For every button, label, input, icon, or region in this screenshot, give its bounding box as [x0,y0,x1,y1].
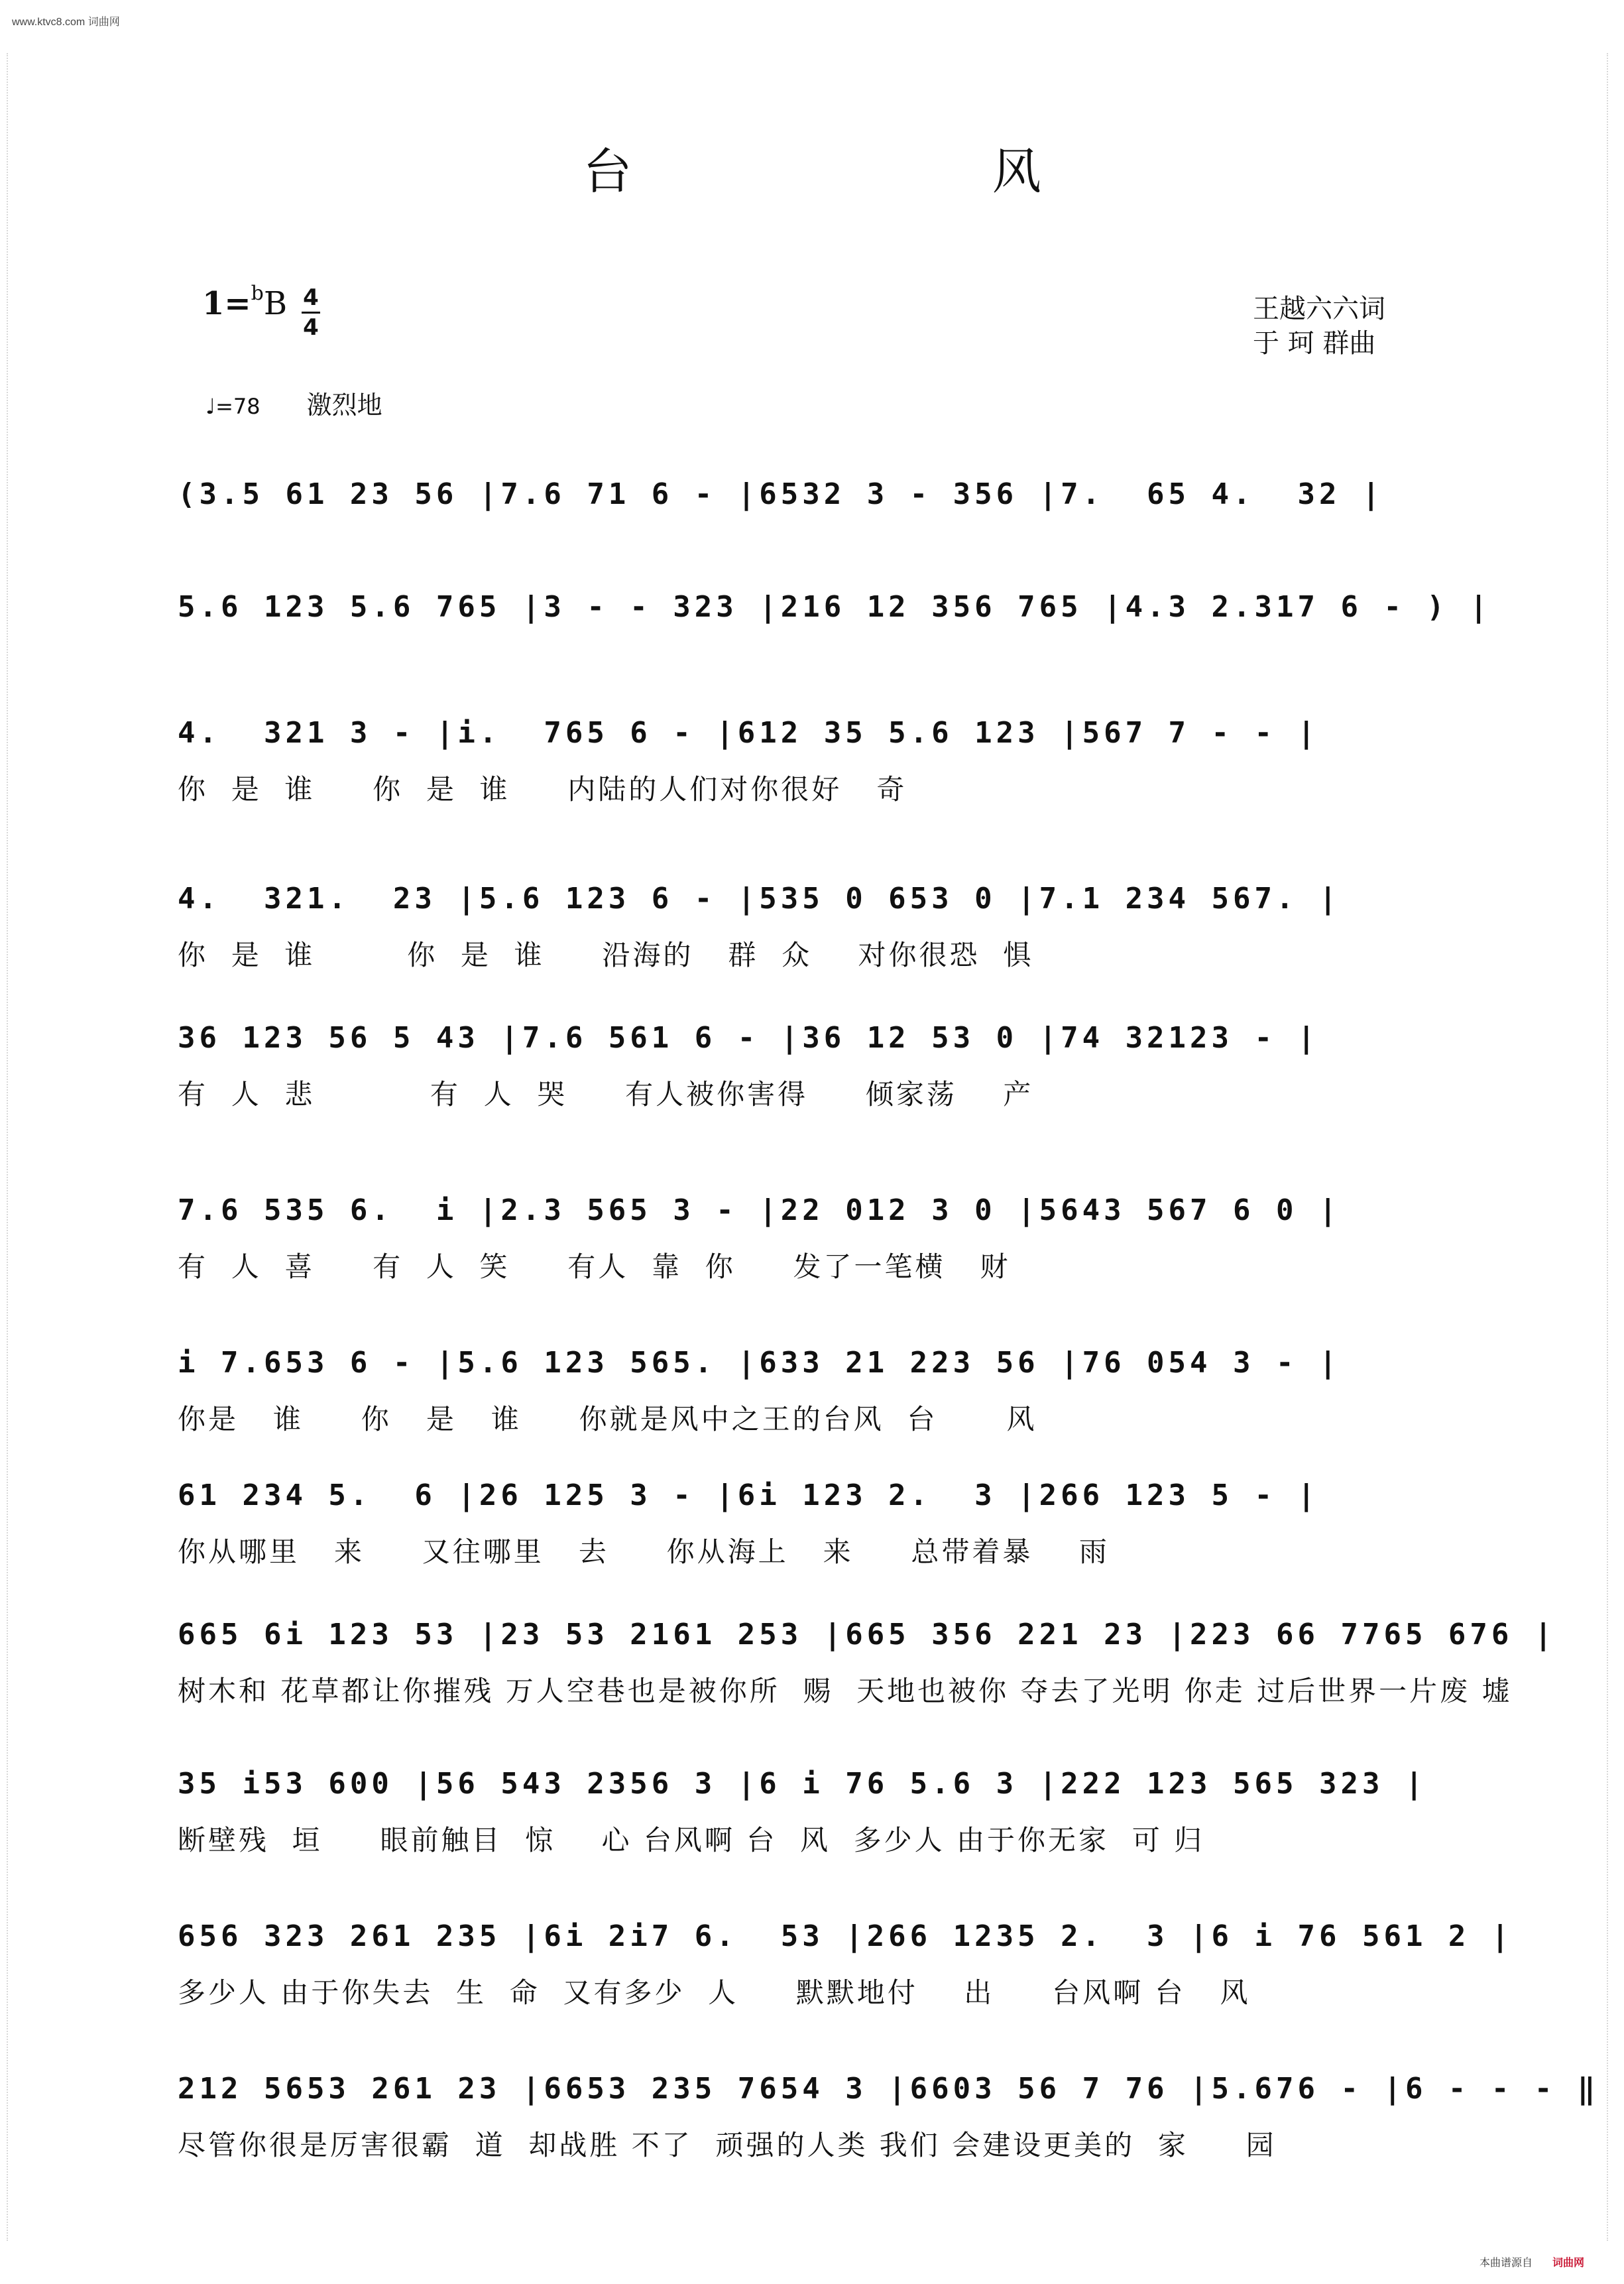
notes-line: 212 5653 261 23 |6653 235 7654 3 |6603 56 7 76 |5.676 - |6 - - - ‖ [178,2072,1599,2106]
lyrics-line: 你 是 谁 你 是 谁 沿海的 群 众 对你很恐 惧 [178,939,1034,971]
lyrics-line: 多少人 由于你失去 生 命 又有多少 人 默默地付 出 台风啊 台 风 [178,1976,1251,2009]
key-signature [202,282,287,322]
notes-line: 5.6 123 5.6 765 |3 - - 323 |216 12 356 765 |4.3 2.317 6 - ) | [178,590,1491,624]
notes-line: 61 234 5. 6 |26 125 3 - |6i 123 2. 3 |266 123 5 - | [178,1478,1319,1512]
meter-divider [302,312,320,314]
notes-line: 7.6 535 6. i |2.3 565 3 - |22 012 3 0 |5643 567 6 0 | [178,1193,1341,1227]
footer [1479,2254,1584,2269]
lyricist: 王越六六词 [1253,294,1385,324]
lyrics-line: 有 人 喜 有 人 笑 有人 靠 你 发了一笔横 财 [178,1250,1011,1283]
lyrics-line: 尽管你很是厉害很霸 道 却战胜 不了 顽强的人类 我们 会建设更美的 家 园 [178,2129,1277,2161]
meter-bottom: 4 [303,314,319,341]
composer: 于 珂 群曲 [1253,328,1376,359]
notes-line: 656 323 261 235 |6i 2i7 6. 53 |266 1235 2. 3 |6 i 76 561 2 | [178,1919,1513,1953]
key-prefix: 1= [202,285,251,322]
footer-source: 本曲谱源自 [1479,2256,1533,2269]
expression-mark: 激烈地 [306,391,382,420]
credits [1253,292,1385,361]
flat-sign: b [251,282,264,305]
lyrics-line: 断壁残 垣 眼前触目 惊 心 台风啊 台 风 多少人 由于你无家 可 归 [178,1824,1205,1856]
footer-brand: 词曲网 [1552,2256,1584,2269]
lyrics-line: 你是 谁 你 是 谁 你就是风中之王的台风 台 风 [178,1403,1037,1435]
site-url: www.ktvc8.com 词曲网 [12,17,120,28]
tempo-value: ♩=78 [205,394,261,419]
notes-line: i 7.653 6 - |5.6 123 565. |633 21 223 56 |76 054 3 - | [178,1346,1341,1380]
right-watermark-strip [1607,53,1617,2241]
notes-line: 36 123 56 5 43 |7.6 561 6 - |36 12 53 0 |74 32123 - | [178,1021,1319,1055]
notes-line: 665 6i 123 53 |23 53 2161 253 |665 356 221 23 |223 66 7765 676 | [178,1618,1556,1652]
left-watermark-strip [7,53,17,2241]
key-letter: B [263,285,288,322]
notes-line: 4. 321 3 - |i. 765 6 - |612 35 5.6 123 |567 7 - - | [178,716,1319,750]
lyrics-line: 你 是 谁 你 是 谁 内陆的人们对你很好 奇 [178,773,907,806]
notes-line: 4. 321. 23 |5.6 123 6 - |535 0 653 0 |7.1 234 567. | [178,882,1341,916]
lyrics-line: 有 人 悲 有 人 哭 有人被你害得 倾家荡 产 [178,1078,1034,1111]
lyrics-line: 你从哪里 来 又往哪里 去 你从海上 来 总带着暴 雨 [178,1535,1110,1568]
song-title: 台 风 [583,143,1214,200]
tempo-marking [205,385,382,421]
lyrics-line: 树木和 花草都让你摧残 万人空巷也是被你所 赐 天地也被你 夺去了光明 你走 过后世界一片废 墟 [178,1675,1513,1707]
notes-line: 35 i53 600 |56 543 2356 3 |6 i 76 5.6 3 |222 123 565 323 | [178,1767,1427,1801]
time-signature [302,285,320,340]
meter-top: 4 [303,284,319,311]
notes-line: (3.5 61 23 56 |7.6 71 6 - |6532 3 - 356 |7. 65 4. 32 | [178,477,1384,511]
